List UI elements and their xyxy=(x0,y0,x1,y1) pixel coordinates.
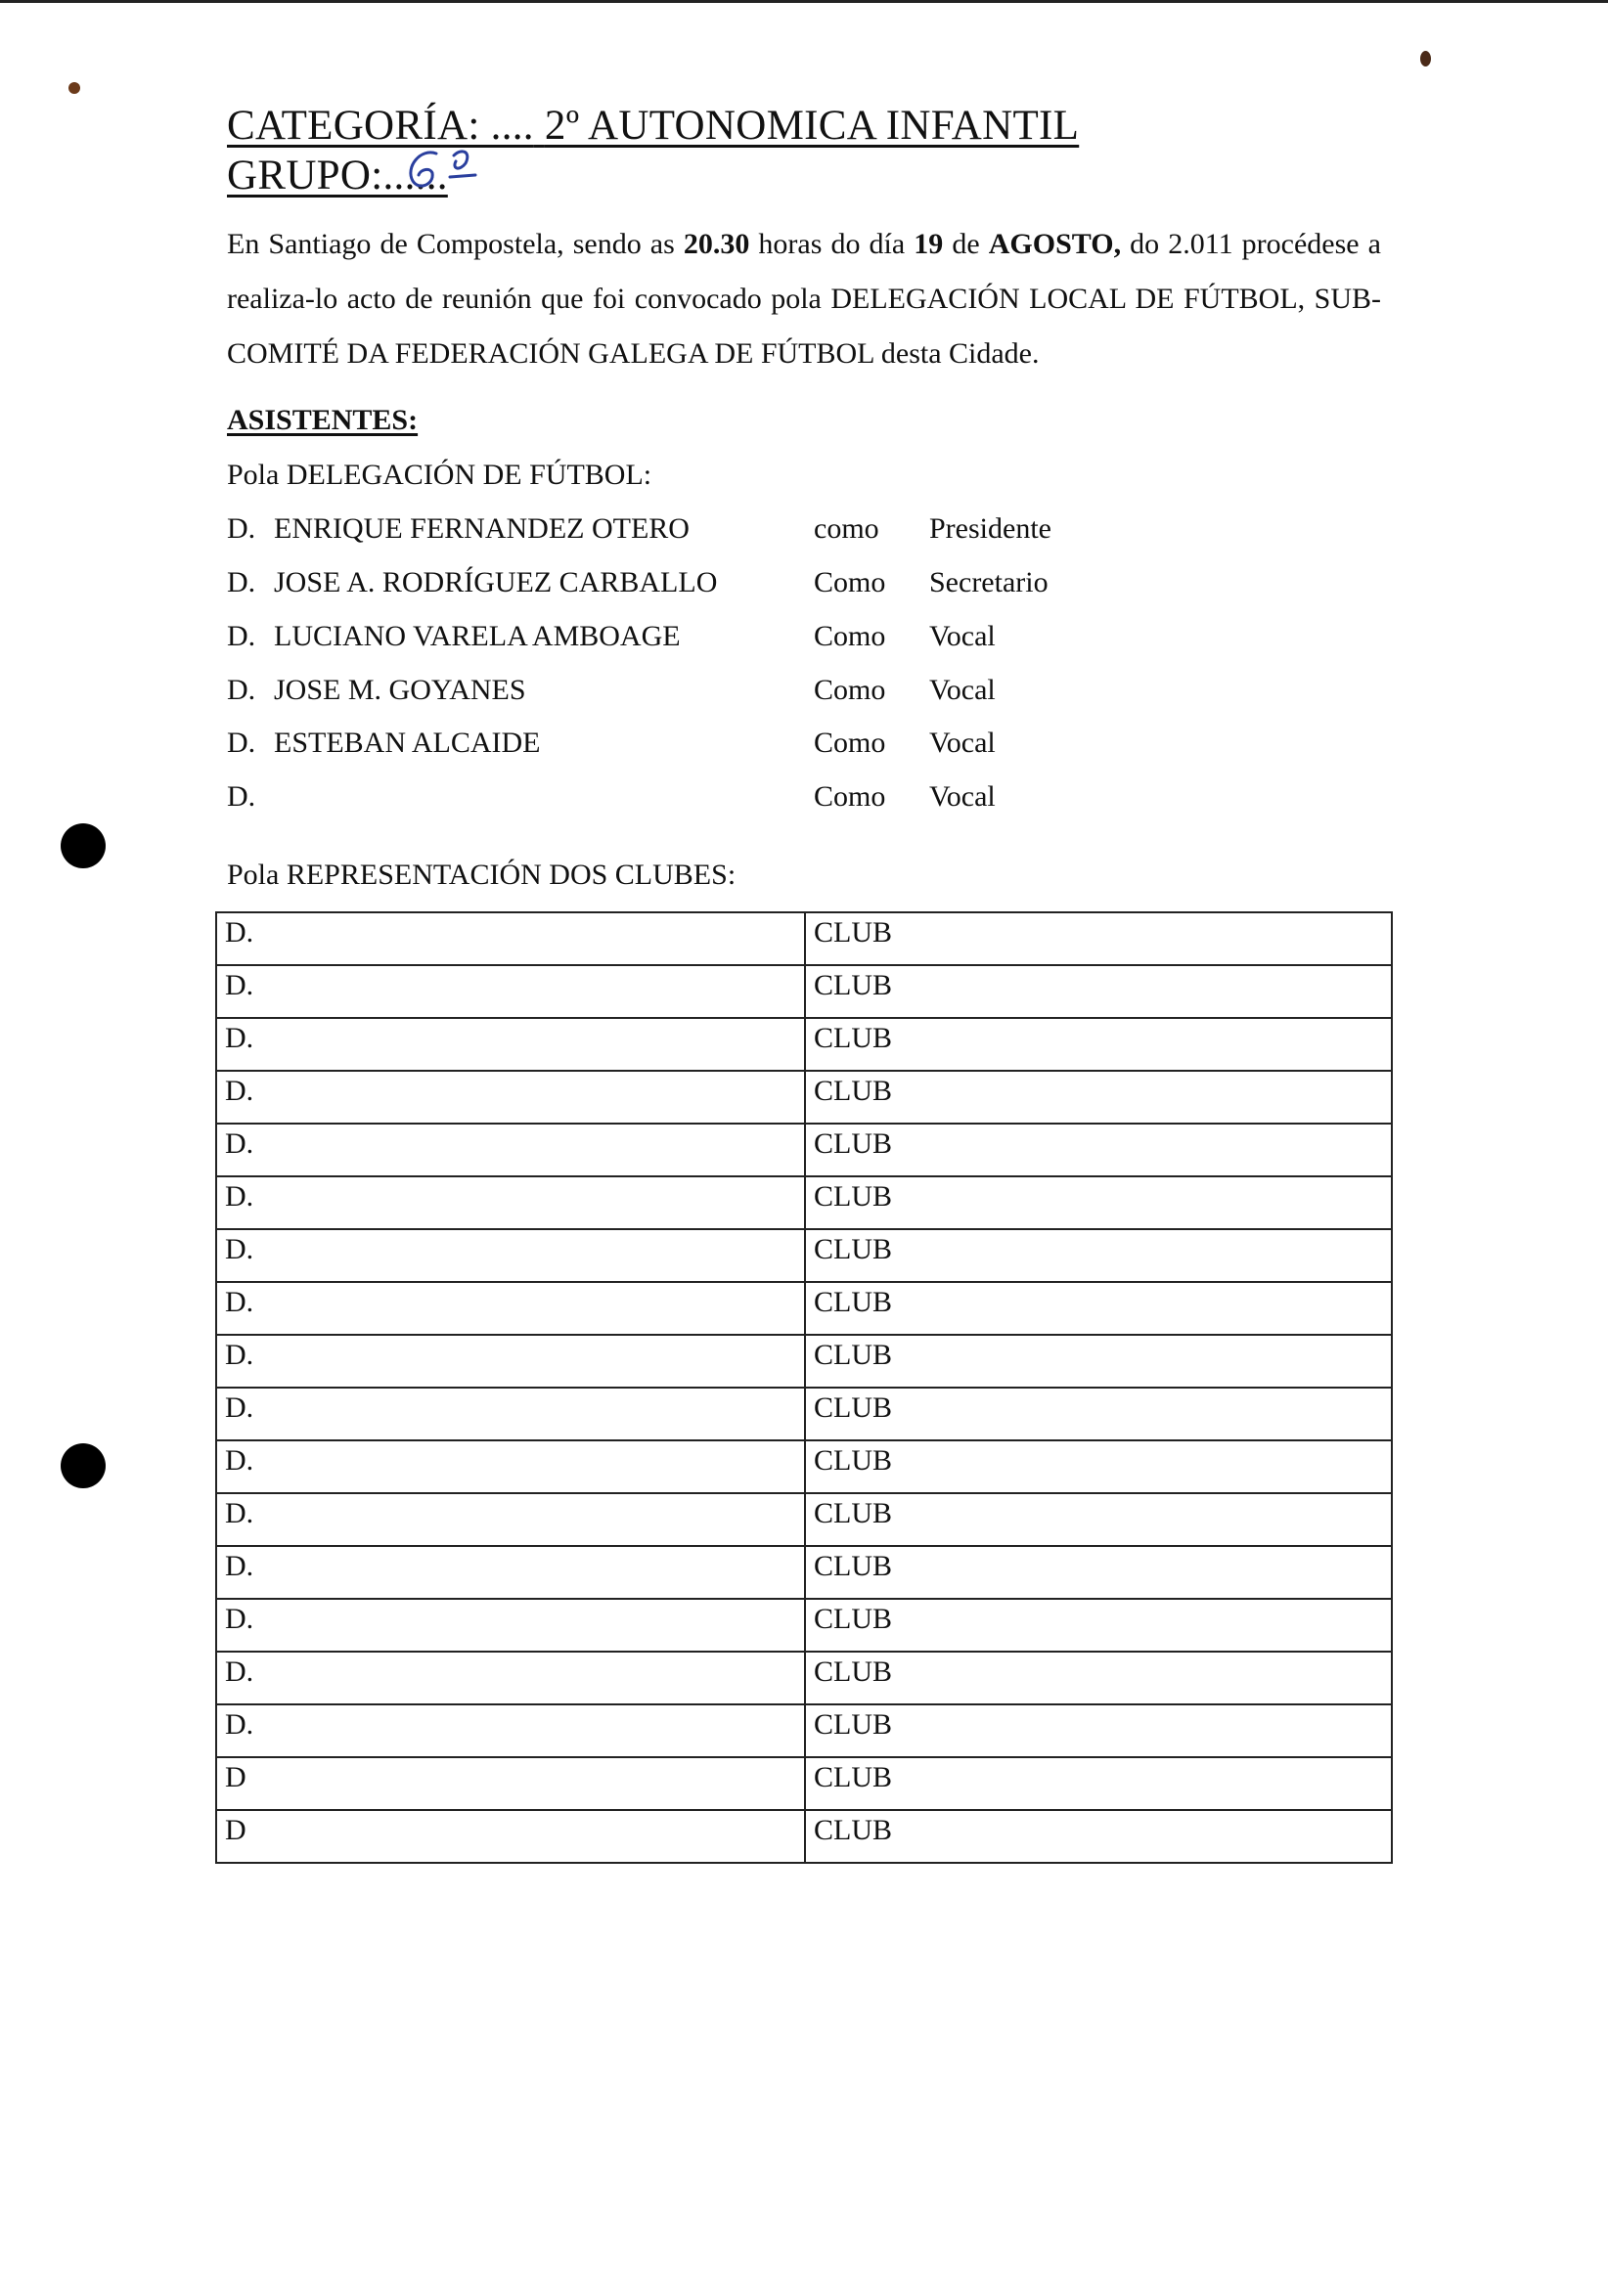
table-row xyxy=(216,1493,1392,1546)
punch-hole-top xyxy=(61,823,106,868)
member-name: JOSE A. RODRÍGUEZ CARBALLO xyxy=(274,566,718,598)
member-role: Vocal xyxy=(929,727,996,759)
member-name: LUCIANO VARELA AMBOAGE xyxy=(274,620,681,652)
clubs-table xyxy=(215,911,1393,1864)
table-row xyxy=(216,1440,1392,1493)
scan-speck xyxy=(1420,51,1431,66)
member-role: Presidente xyxy=(929,512,1051,545)
table-row xyxy=(216,1704,1392,1757)
member-name: ESTEBAN ALCAIDE xyxy=(274,727,541,759)
club-cell: CLUB xyxy=(805,1124,1392,1176)
member-role: Vocal xyxy=(929,780,996,813)
representative-cell: D. xyxy=(216,1124,805,1176)
club-cell: CLUB xyxy=(805,1071,1392,1124)
club-cell: CLUB xyxy=(805,1229,1392,1282)
representative-cell: D. xyxy=(216,1652,805,1704)
representative-cell: D. xyxy=(216,965,805,1018)
club-cell: CLUB xyxy=(805,1546,1392,1599)
table-row xyxy=(216,1229,1392,1282)
representative-cell: D. xyxy=(216,1704,805,1757)
representative-cell: D xyxy=(216,1757,805,1810)
member-role: Secretario xyxy=(929,566,1049,598)
table-row xyxy=(216,1546,1392,1599)
meeting-time: 20.30 xyxy=(683,228,750,260)
table-row xyxy=(216,965,1392,1018)
member-role: Vocal xyxy=(929,674,996,706)
table-row xyxy=(216,1810,1392,1863)
club-cell: CLUB xyxy=(805,1440,1392,1493)
table-row xyxy=(216,1018,1392,1071)
club-cell: CLUB xyxy=(805,1757,1392,1810)
representative-cell: D. xyxy=(216,1071,805,1124)
representative-cell: D. xyxy=(216,1599,805,1652)
table-row xyxy=(216,1757,1392,1810)
member-role: Vocal xyxy=(929,620,996,652)
scan-speck xyxy=(68,82,80,94)
table-row xyxy=(216,1124,1392,1176)
representative-cell: D. xyxy=(216,1018,805,1071)
club-cell: CLUB xyxy=(805,1335,1392,1388)
club-cell: CLUB xyxy=(805,1704,1392,1757)
club-cell: CLUB xyxy=(805,1652,1392,1704)
table-row xyxy=(216,1652,1392,1704)
table-row xyxy=(216,1282,1392,1335)
representative-cell: D. xyxy=(216,912,805,965)
table-row xyxy=(216,1176,1392,1229)
representative-cell: D. xyxy=(216,1335,805,1388)
intro-paragraph: En Santiago de Compostela, sendo as 20.30 horas do día 19 de AGOSTO, do 2.011 procédese a realiza-lo acto de reunión que foi convocado pola DELEGACIÓN LOCAL DE FÚTBOL, SUB-COMITÉ DA FEDERACIÓN GALEGA DE FÚTBOL desta Cidade. xyxy=(227,228,1381,370)
representative-cell: D. xyxy=(216,1440,805,1493)
category-value: 2º AUTONOMICA INFANTIL xyxy=(544,103,1080,149)
clubs-label: Pola REPRESENTACIÓN DOS CLUBES: xyxy=(227,859,737,891)
table-row xyxy=(216,912,1392,965)
club-cell: CLUB xyxy=(805,1599,1392,1652)
table-row xyxy=(216,1599,1392,1652)
scan-edge-line xyxy=(0,0,1608,3)
representative-cell: D xyxy=(216,1810,805,1863)
category-label: CATEGORÍA: .... xyxy=(227,103,534,149)
club-cell: CLUB xyxy=(805,1388,1392,1440)
delegation-label: Pola DELEGACIÓN DE FÚTBOL: xyxy=(227,459,652,491)
club-cell: CLUB xyxy=(805,912,1392,965)
punch-hole-bottom xyxy=(61,1443,106,1488)
club-cell: CLUB xyxy=(805,1176,1392,1229)
club-cell: CLUB xyxy=(805,1282,1392,1335)
meeting-day: 19 xyxy=(914,228,944,260)
table-row xyxy=(216,1335,1392,1388)
representative-cell: D. xyxy=(216,1546,805,1599)
handwritten-group-mark xyxy=(397,142,505,200)
category-heading xyxy=(227,102,1079,150)
representative-cell: D. xyxy=(216,1229,805,1282)
table-row xyxy=(216,1071,1392,1124)
representative-cell: D. xyxy=(216,1493,805,1546)
representative-cell: D. xyxy=(216,1176,805,1229)
club-cell: CLUB xyxy=(805,1810,1392,1863)
attendees-title: ASISTENTES: xyxy=(227,404,419,436)
representative-cell: D. xyxy=(216,1388,805,1440)
member-name: JOSE M. GOYANES xyxy=(274,674,526,706)
meeting-month: AGOSTO, xyxy=(988,228,1122,260)
representative-cell: D. xyxy=(216,1282,805,1335)
table-row xyxy=(216,1388,1392,1440)
member-name: ENRIQUE FERNANDEZ OTERO xyxy=(274,512,690,545)
club-cell: CLUB xyxy=(805,1493,1392,1546)
club-cell: CLUB xyxy=(805,1018,1392,1071)
club-cell: CLUB xyxy=(805,965,1392,1018)
group-label: GRUPO:...... xyxy=(227,153,448,199)
